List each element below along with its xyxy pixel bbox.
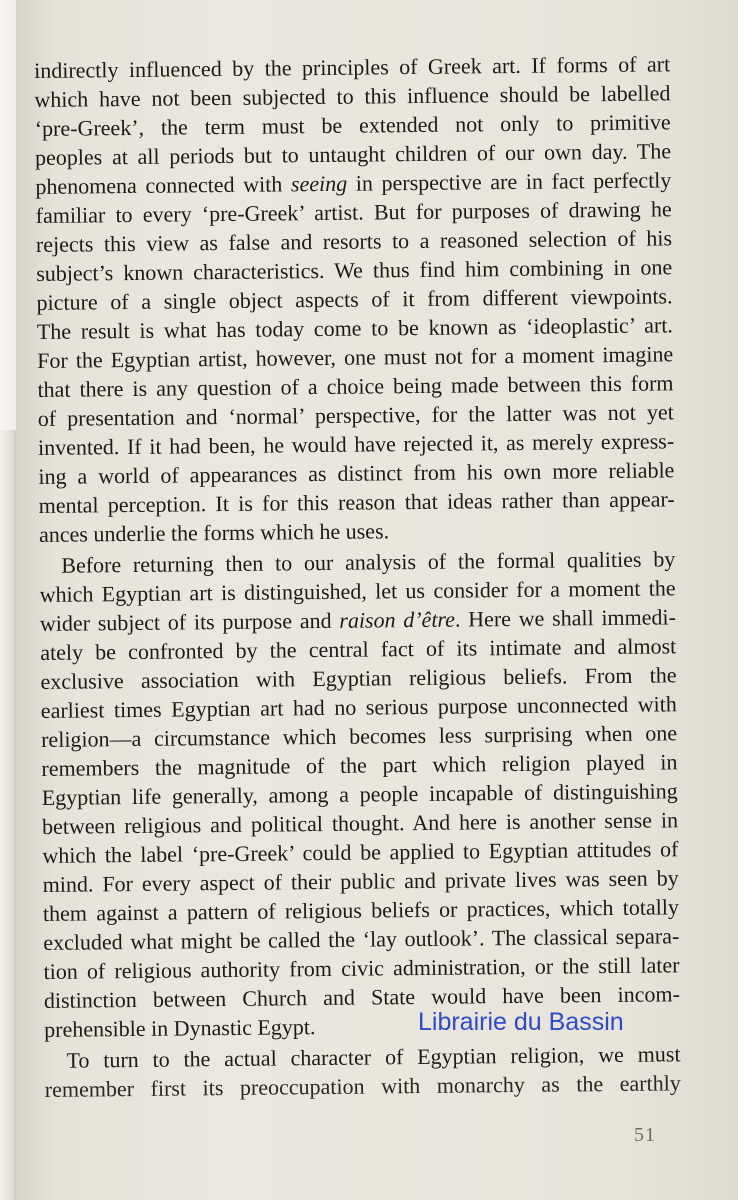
text-line: excluded what might be called the ‘lay outlook’. The classical separa- — [43, 923, 680, 955]
book-page — [16, 0, 738, 1200]
text-segment: wider subject of its purpose and — [39, 607, 332, 636]
text-line: The result is what has today come to be known as ‘ideoplastic’ art. — [36, 312, 673, 344]
text-segment: . Here we shall immedi- — [454, 604, 677, 632]
text-line: Before returning then to our analysis of the formal qualities by — [61, 546, 676, 578]
text-line: invented. If it had been, he would have rejected it, as merely express- — [37, 428, 675, 460]
text-line: between religious and political thought. And here is another sense in — [41, 807, 679, 839]
text-line: ‘pre-Greek’, the term must be extended not only to primitive — [34, 109, 671, 141]
text-line: tion of religious authority from civic administration, or the still later — [43, 952, 680, 984]
text-line: remember first its preoccupation with monarchy as the earthly — [44, 1070, 681, 1102]
text-line: ately be confronted by the central fact of its intimate and almost — [40, 633, 677, 665]
text-line: For the Egyptian artist, however, one must not for a moment imagine — [37, 341, 674, 373]
text-line: distinction between Church and State would have been incom- — [43, 981, 680, 1013]
text-line: mind. For every aspect of their public and private lives was seen by — [42, 865, 679, 897]
italic-phrase: raison d’être — [339, 606, 456, 633]
text-line: exclusive association with Egyptian religious beliefs. From the — [40, 662, 677, 694]
seller-watermark: Librairie du Bassin — [418, 1008, 624, 1036]
text-line: Egyptian life generally, among a people incapable of distinguishing — [41, 778, 678, 810]
text-line: prehensible in Dynastic Egypt. — [44, 1014, 316, 1042]
text-line: ances underlie the forms which he uses. — [38, 518, 390, 547]
italic-word: seeing — [290, 170, 348, 197]
text-line: remembers the magnitude of the part which religion played in — [41, 749, 678, 781]
text-line: which have not been subjected to this influence should be labelled — [34, 80, 671, 112]
text-line: peoples at all periods but to untaught children of our own day. The — [34, 138, 672, 170]
text-line: that there is any question of a choice being made between this form — [37, 370, 674, 402]
text-line: familiar to every ‘pre-Greek’ artist. But for purposes of drawing he — [35, 196, 672, 228]
text-line: which Egyptian art is distinguished, let us consider for a moment the — [39, 575, 676, 607]
text-segment: in perspective are in fact perfectly — [347, 167, 672, 196]
text-line: indirectly influenced by the principles of Greek art. If forms of art — [34, 51, 671, 83]
text-line: them against a pattern of religious beliefs or practices, which totally — [42, 894, 680, 926]
text-line: ing a world of appearances as distinct from his own more reliable — [38, 457, 675, 489]
page-number: 51 — [634, 1124, 656, 1146]
text-segment: phenomena connected with — [35, 171, 283, 199]
text-line: subject’s known characteristics. We thus find him combining in one — [36, 254, 673, 286]
text-line: of presentation and ‘normal’ perspective, for the latter was not yet — [37, 399, 674, 431]
text-line: picture of a single object aspects of it from different viewpoints. — [36, 283, 673, 315]
text-line: To turn to the actual character of Egyptian religion, we must — [66, 1041, 681, 1073]
text-line: religion—a circumstance which becomes less surprising when one — [41, 720, 678, 752]
text-line: earliest times Egyptian art had no serious purpose unconnected with — [40, 691, 677, 723]
text-line: which the label ‘pre-Greek’ could be applied to Egyptian attitudes of — [42, 836, 679, 868]
text-line: mental perception. It is for this reason that ideas rather than appear- — [38, 486, 675, 518]
text-line: rejects this view as false and resorts to a reasoned selection of his — [35, 225, 673, 257]
